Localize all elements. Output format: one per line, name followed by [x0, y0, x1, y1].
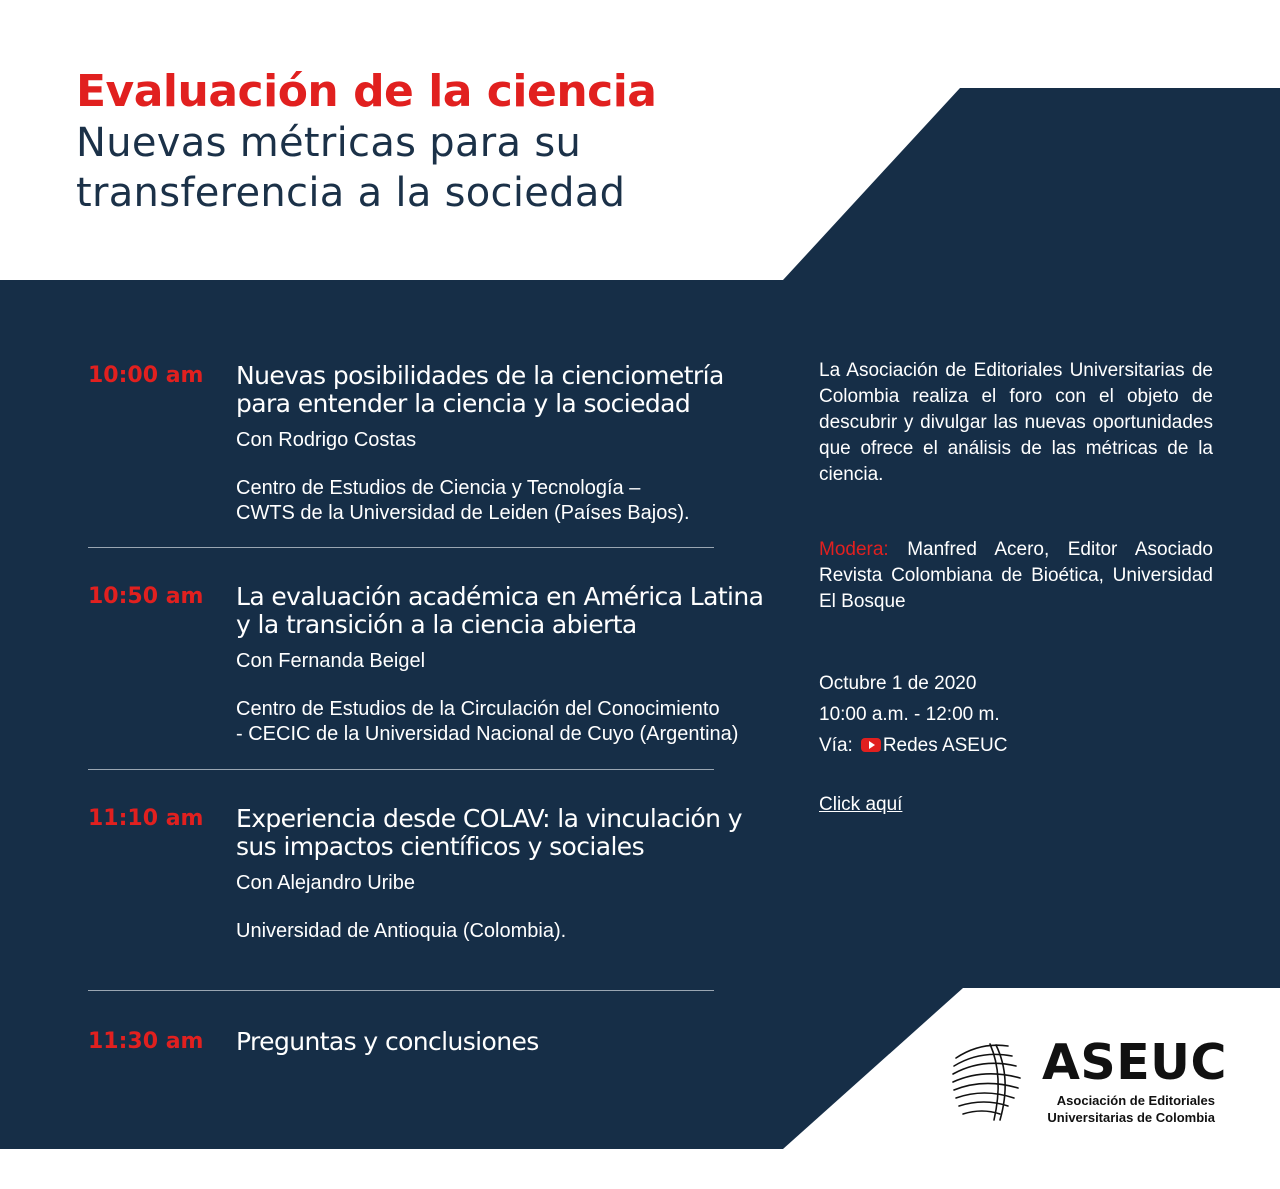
- event-hours: 10:00 a.m. - 12:00 m.: [819, 704, 1000, 725]
- session-time: 11:10 am: [88, 806, 204, 831]
- event-title-block: [76, 66, 796, 218]
- event-link: [819, 792, 1213, 818]
- session-talk-title: Experiencia desde COLAV: la vinculación y sus impactos científicos y sociales: [236, 804, 742, 861]
- session-institution: [236, 919, 776, 944]
- aseuc-logo: [950, 1034, 1227, 1134]
- logo-tagline: [1040, 1092, 1215, 1126]
- event-title: Evaluación de la ciencia: [76, 66, 657, 117]
- event-subtitle-line1: Nuevas métricas para su: [76, 120, 582, 166]
- session-talk-title: Preguntas y conclusiones: [236, 1027, 539, 1056]
- event-date: Octubre 1 de 2020: [819, 673, 977, 694]
- session-institution-line2: CWTS de la Universidad de Leiden (Países Bajos).: [236, 502, 690, 524]
- session-divider: [88, 769, 714, 770]
- session-talk-title: La evaluación académica en América Latina y la transición a la ciencia abierta: [236, 582, 764, 639]
- session-institution-line2: - CECIC de la Universidad Nacional de Cuyo (Argentina): [236, 723, 739, 745]
- session-speaker: Con Rodrigo Costas: [236, 429, 417, 451]
- via-label: Vía:: [819, 735, 853, 756]
- youtube-icon: [861, 738, 881, 752]
- session-speaker: Con Alejandro Uribe: [236, 872, 415, 894]
- session-institution: [236, 476, 776, 526]
- click-here-link[interactable]: Click aquí: [819, 794, 903, 815]
- bottom-white-strip: [0, 1149, 1280, 1189]
- forum-description: La Asociación de Editoriales Universitarias de Colombia realiza el foro con el objeto de descubrir y divulgar las nuevas oportunidades que ofrece el análisis de las métricas de la ciencia.: [819, 360, 1213, 485]
- session-time: 10:00 am: [88, 363, 204, 388]
- session-talk-title: Nuevas posibilidades de la cienciometría para entender la ciencia y la sociedad: [236, 361, 724, 418]
- session-institution-line1: Centro de Estudios de la Circulación del Conocimiento: [236, 698, 720, 720]
- session-institution-line1: Centro de Estudios de Ciencia y Tecnología –: [236, 477, 641, 499]
- session-divider: [88, 990, 714, 991]
- event-subtitle-line2: transferencia a la sociedad: [76, 170, 626, 216]
- event-via: [819, 730, 1213, 761]
- logo-name: ASEUC: [1042, 1034, 1227, 1091]
- session-speaker: Con Fernanda Beigel: [236, 650, 426, 672]
- session-time: 10:50 am: [88, 584, 204, 609]
- logo-tagline-line1: Asociación de Editoriales: [1056, 1093, 1215, 1108]
- moderator-info: [819, 537, 1213, 615]
- moderator-text: Manfred Acero, Editor Asociado Revista Colombiana de Bioética, Universidad El Bosque: [819, 539, 1213, 612]
- event-details: [819, 668, 1213, 761]
- session-institution-line1: Universidad de Antioquia (Colombia).: [236, 920, 567, 942]
- session-time: 11:30 am: [88, 1029, 204, 1054]
- book-spiral-icon: [950, 1036, 1026, 1126]
- session-institution: [236, 697, 776, 747]
- moderator-label: Modera:: [819, 539, 889, 560]
- session-divider: [88, 547, 714, 548]
- logo-tagline-line2: Universitarias de Colombia: [1047, 1110, 1215, 1125]
- via-channel: Redes ASEUC: [882, 735, 1008, 756]
